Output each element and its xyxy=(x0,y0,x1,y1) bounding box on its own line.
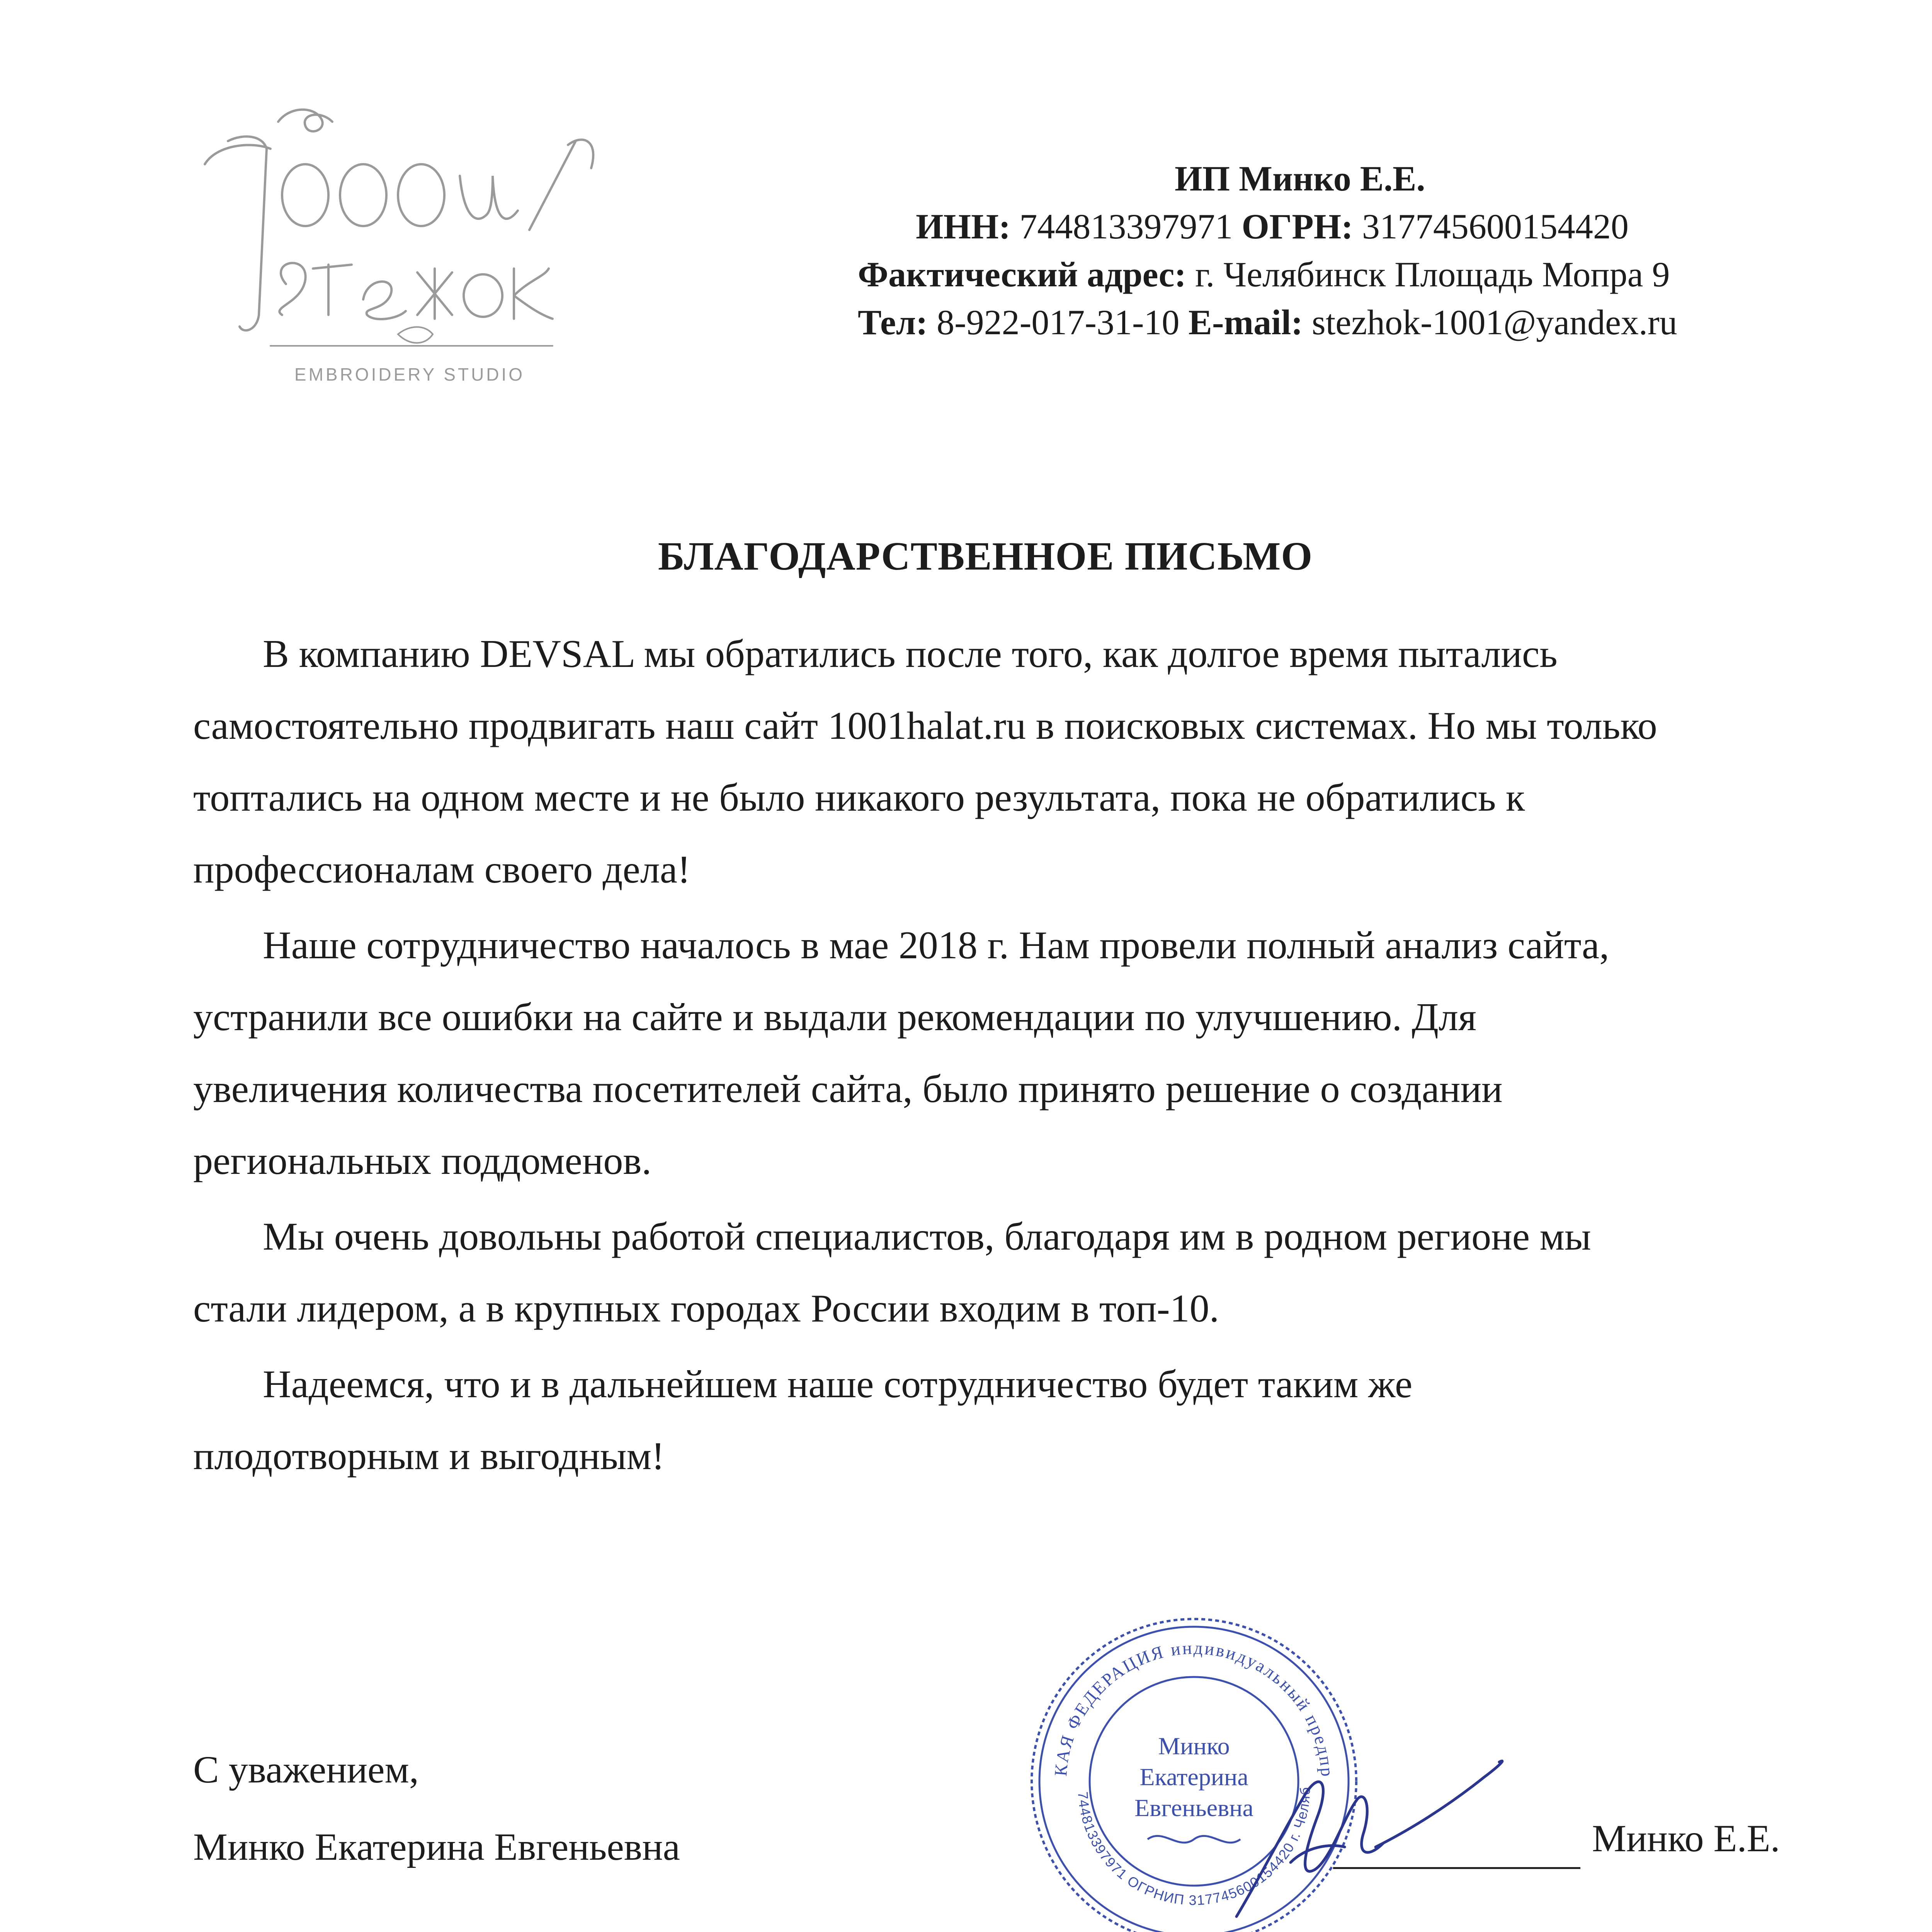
inn-label: ИНН: xyxy=(916,207,1011,246)
signer-full-name: Минко Екатерина Евгеньевна xyxy=(193,1825,680,1868)
paragraph-line: топтались на одном месте и не было никакого результата, пока не обратились к xyxy=(193,776,1525,820)
stamp-outer-text: КАЯ ФЕДЕРАЦИЯ индивидуальный предпр xyxy=(1050,1638,1338,1779)
signature-line xyxy=(1333,1867,1580,1869)
paragraph xyxy=(193,1349,1847,1492)
paragraph-line: устранили все ошибки на сайте и выдали рекомендации по улучшению. Для xyxy=(193,995,1476,1039)
company-logo xyxy=(182,99,638,392)
address-line xyxy=(842,250,1886,298)
paragraph-line: Надеемся, что и в дальнейшем наше сотрудничество будет таким же xyxy=(263,1362,1413,1406)
address-label: Фактический адрес: xyxy=(858,255,1187,294)
regards-text: С уважением, xyxy=(193,1748,419,1791)
paragraph xyxy=(193,1201,1847,1345)
contacts-line xyxy=(842,298,1886,346)
ogrn-label: ОГРН: xyxy=(1242,207,1353,246)
stamp-line-3: Евгеньевна xyxy=(1134,1794,1253,1821)
closing-block xyxy=(193,1731,680,1886)
letter-body xyxy=(193,618,1847,1492)
paragraph xyxy=(193,910,1847,1197)
stamp-line-2: Екатерина xyxy=(1139,1763,1248,1791)
registration-numbers xyxy=(842,202,1886,250)
paragraph xyxy=(193,618,1847,906)
logo-tagline: EMBROIDERY STUDIO xyxy=(294,364,525,384)
paragraph-line: Наше сотрудничество началось в мае 2018 г. Нам провели полный анализ сайта, xyxy=(263,923,1609,967)
paragraph-line: Мы очень довольны работой специалистов, благодаря им в родном регионе мы xyxy=(263,1215,1591,1259)
paragraph-line: региональных поддоменов. xyxy=(193,1139,652,1183)
paragraph-line: стали лидером, а в крупных городах России входим в топ-10. xyxy=(193,1287,1219,1330)
letter-title: БЛАГОДАРСТВЕННОЕ ПИСЬМО xyxy=(658,534,1313,578)
stamp-bottom-text: 744813397971 ОГРНИП 317745600154420 г. Челяб xyxy=(1075,1786,1313,1908)
handwritten-signature xyxy=(1229,1716,1577,1932)
address-value: г. Челябинск Площадь Мопра 9 xyxy=(1195,255,1670,294)
stamp-line-1: Минко xyxy=(1158,1732,1230,1760)
ogrn-value: 317745600154420 xyxy=(1362,207,1629,246)
paragraph-line: В компанию DEVSAL мы обратились после того, как долгое время пытались xyxy=(263,632,1558,676)
inn-value: 744813397971 xyxy=(1019,207,1233,246)
letterhead xyxy=(842,155,1886,346)
paragraph-line: увеличения количества посетителей сайта, было принято решение о создании xyxy=(193,1067,1503,1111)
email-value: stezhok-1001@yandex.ru xyxy=(1311,303,1677,342)
paragraph-line: профессионалам своего дела! xyxy=(193,848,690,891)
tel-label: Тел: xyxy=(858,303,928,342)
email-label: E-mail: xyxy=(1188,303,1303,342)
tel-value: 8-922-017-31-10 xyxy=(936,303,1180,342)
signer-short-name: Минко Е.Е. xyxy=(1592,1817,1780,1860)
paragraph-line: плодотворным и выгодным! xyxy=(193,1434,665,1478)
company-name: ИП Минко Е.Е. xyxy=(1175,159,1425,198)
paragraph-line: самостоятельно продвигать наш сайт 1001halat.ru в поисковых системах. Но мы только xyxy=(193,704,1657,748)
